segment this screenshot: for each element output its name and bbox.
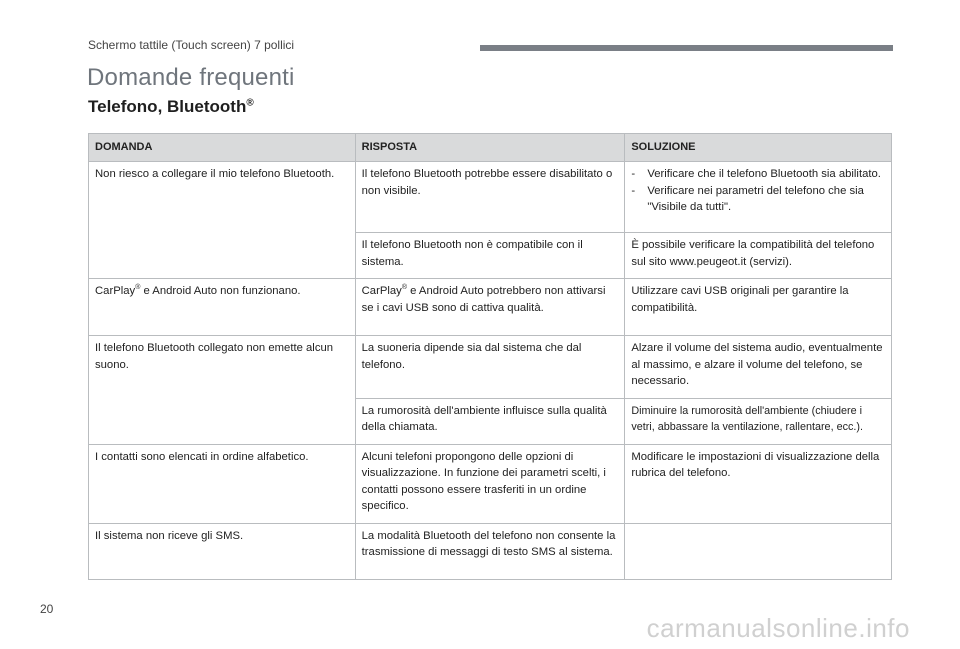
faq-table (88, 133, 892, 580)
question-cell: Il sistema non riceve gli SMS. (89, 523, 356, 579)
registered-mark: ® (401, 284, 407, 292)
table-row (89, 336, 892, 399)
solution-list-item (631, 166, 885, 183)
answer-cell: Il telefono Bluetooth potrebbe essere disabilitato o non visibile. (355, 162, 625, 233)
page-title: Domande frequenti (87, 64, 295, 91)
registered-mark: ® (135, 284, 141, 292)
solution-item-text: Verificare che il telefono Bluetooth sia abilitato. (647, 168, 881, 180)
question-text-prefix: CarPlay (95, 285, 136, 297)
solution-cell: È possibile verificare la compatibilità del telefono sul sito www.peugeot.it (servizi). (625, 233, 892, 279)
solution-cell: Utilizzare cavi USB originali per garantire la compatibilità. (625, 279, 892, 336)
table-row (89, 162, 892, 233)
section-title (88, 97, 254, 117)
registered-mark: ® (246, 97, 254, 109)
solution-cell: Diminuire la rumorosità dell'ambiente (chiudere i vetri, abbassare la ventilazione, rallentare, ecc.). (625, 398, 892, 444)
chapter-title: Schermo tattile (Touch screen) 7 pollici (88, 38, 295, 52)
watermark: carmanualsonline.info (646, 613, 910, 643)
question-cell (89, 279, 356, 336)
section-title-text: Telefono, Bluetooth (88, 97, 247, 116)
solution-cell: Modificare le impostazioni di visualizzazione della rubrica del telefono. (625, 444, 892, 523)
answer-text-rest: e Android Auto potrebbero non attivarsi se i cavi USB sono di cattiva qualità. (361, 285, 606, 314)
solution-cell: Alzare il volume del sistema audio, eventualmente al massimo, e alzare il volume del telefono, se necessario. (625, 336, 892, 399)
question-text-rest: e Android Auto non funzionano. (140, 285, 301, 297)
page-number: 20 (40, 602, 54, 616)
answer-cell: La modalità Bluetooth del telefono non consente la trasmissione di messaggi di testo SMS al sistema. (355, 523, 625, 579)
dash-bullet: - (631, 184, 636, 197)
answer-cell: Il telefono Bluetooth non è compatibile con il sistema. (355, 233, 625, 279)
column-header-solution: SOLUZIONE (625, 134, 892, 162)
answer-text-prefix: CarPlay (361, 285, 402, 297)
question-cell: I contatti sono elencati in ordine alfabetico. (89, 444, 356, 523)
solution-cell (625, 162, 892, 233)
question-cell: Il telefono Bluetooth collegato non emette alcun suono. (89, 336, 356, 445)
dash-bullet: - (631, 168, 636, 180)
solution-item-text: Verificare nei parametri del telefono che sia "Visibile da tutti". (647, 184, 864, 213)
question-cell: Non riesco a collegare il mio telefono Bluetooth. (89, 162, 356, 279)
header-accent-bar (480, 45, 893, 51)
answer-cell (355, 279, 625, 336)
answer-cell: La suoneria dipende sia dal sistema che dal telefono. (355, 336, 625, 399)
table-row (89, 279, 892, 336)
solution-list-item (631, 183, 885, 216)
answer-cell: La rumorosità dell'ambiente influisce sulla qualità della chiamata. (355, 398, 625, 444)
table-header-row (89, 134, 892, 162)
column-header-question: DOMANDA (89, 134, 356, 162)
solution-cell (625, 523, 892, 579)
column-header-answer: RISPOSTA (355, 134, 625, 162)
table-row (89, 444, 892, 523)
answer-cell: Alcuni telefoni propongono delle opzioni di visualizzazione. In funzione dei parametri scelti, i contatti possono essere trasferiti in un ordine specifico. (355, 444, 625, 523)
table-row (89, 523, 892, 579)
